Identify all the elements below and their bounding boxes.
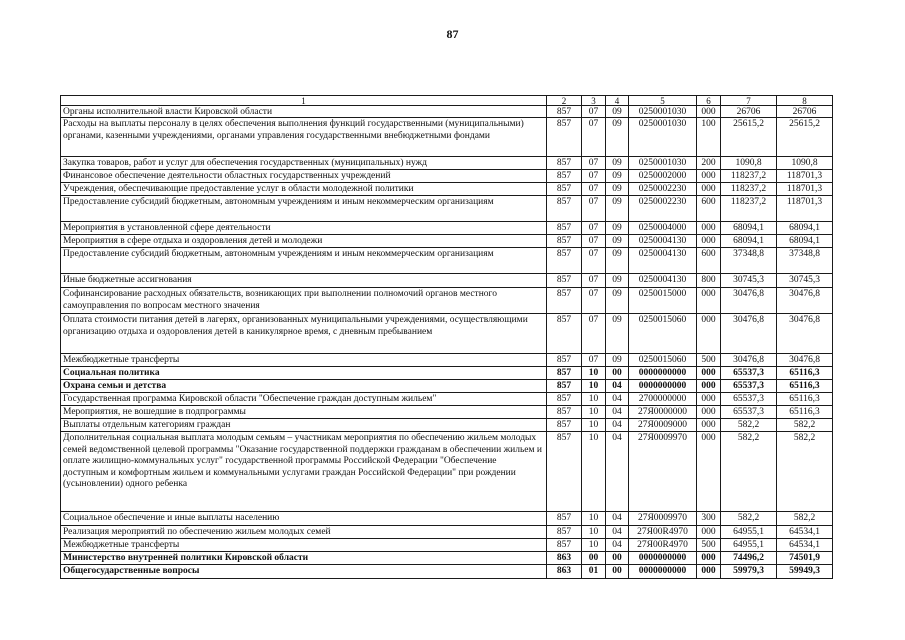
amount-year1-cell: 30745,3 xyxy=(721,274,777,288)
subsection-cell: 04 xyxy=(606,539,629,552)
target-item-cell: 0250015060 xyxy=(629,314,697,354)
gr-code-cell: 857 xyxy=(547,222,582,235)
expense-type-cell: 000 xyxy=(697,170,721,183)
gr-code-cell: 857 xyxy=(547,314,582,354)
amount-year2-cell: 59949,3 xyxy=(777,565,833,579)
amount-year1-cell: 118237,2 xyxy=(721,183,777,196)
subsection-cell: 09 xyxy=(606,235,629,248)
amount-year1-cell: 25615,2 xyxy=(721,118,777,157)
header-cell-3: 3 xyxy=(582,95,606,106)
gr-code-cell: 857 xyxy=(547,157,582,170)
subsection-cell: 04 xyxy=(606,419,629,432)
row-name: Реализация мероприятий по обеспечению жильем молодых семей xyxy=(60,526,547,539)
subsection-cell: 09 xyxy=(606,106,629,118)
gr-code-cell: 857 xyxy=(547,432,582,512)
expense-type-cell: 000 xyxy=(697,106,721,118)
gr-code-cell: 857 xyxy=(547,288,582,314)
subsection-cell: 09 xyxy=(606,183,629,196)
section-cell: 10 xyxy=(582,367,606,380)
amount-year2-cell: 30745,3 xyxy=(777,274,833,288)
amount-year1-cell: 582,2 xyxy=(721,419,777,432)
amount-year1-cell: 68094,1 xyxy=(721,235,777,248)
expense-type-cell: 000 xyxy=(697,419,721,432)
amount-year2-cell: 30476,8 xyxy=(777,288,833,314)
target-item-cell: 0250002230 xyxy=(629,183,697,196)
amount-year1-cell: 64955,1 xyxy=(721,539,777,552)
expense-type-cell: 300 xyxy=(697,512,721,526)
section-cell: 07 xyxy=(582,183,606,196)
header-cell-8: 8 xyxy=(777,95,833,106)
row-name: Государственная программа Кировской области "Обеспечение граждан доступным жильем" xyxy=(60,393,547,406)
target-item-cell: 27Я0009970 xyxy=(629,512,697,526)
amount-year2-cell: 64534,1 xyxy=(777,526,833,539)
amount-year2-cell: 65116,3 xyxy=(777,393,833,406)
amount-year1-cell: 65537,3 xyxy=(721,393,777,406)
expense-type-cell: 000 xyxy=(697,552,721,565)
amount-year1-cell: 64955,1 xyxy=(721,526,777,539)
gr-code-cell: 857 xyxy=(547,367,582,380)
target-item-cell: 0000000000 xyxy=(629,380,697,393)
gr-code-cell: 857 xyxy=(547,526,582,539)
amount-year2-cell: 582,2 xyxy=(777,512,833,526)
expense-type-cell: 000 xyxy=(697,235,721,248)
header-cell-7: 7 xyxy=(721,95,777,106)
target-item-cell: 27Я0000000 xyxy=(629,406,697,419)
amount-year1-cell: 65537,3 xyxy=(721,406,777,419)
target-item-cell: 0250015060 xyxy=(629,354,697,367)
expense-type-cell: 800 xyxy=(697,274,721,288)
section-cell: 07 xyxy=(582,118,606,157)
section-cell: 10 xyxy=(582,526,606,539)
section-cell: 10 xyxy=(582,539,606,552)
section-cell: 07 xyxy=(582,196,606,222)
amount-year1-cell: 118237,2 xyxy=(721,170,777,183)
subsection-cell: 09 xyxy=(606,274,629,288)
row-name: Мероприятия в установленной сфере деятельности xyxy=(60,222,547,235)
amount-year2-cell: 64534,1 xyxy=(777,539,833,552)
section-cell: 07 xyxy=(582,354,606,367)
amount-year2-cell: 30476,8 xyxy=(777,354,833,367)
row-name: Социальное обеспечение и иные выплаты населению xyxy=(60,512,547,526)
gr-code-cell: 857 xyxy=(547,406,582,419)
target-item-cell: 0250001030 xyxy=(629,118,697,157)
amount-year1-cell: 74496,2 xyxy=(721,552,777,565)
amount-year1-cell: 65537,3 xyxy=(721,380,777,393)
expense-type-cell: 000 xyxy=(697,526,721,539)
amount-year1-cell: 68094,1 xyxy=(721,222,777,235)
amount-year2-cell: 582,2 xyxy=(777,419,833,432)
section-cell: 07 xyxy=(582,248,606,274)
section-cell: 10 xyxy=(582,432,606,512)
target-item-cell: 0250004130 xyxy=(629,248,697,274)
target-item-cell: 27Я0009970 xyxy=(629,432,697,512)
amount-year2-cell: 74501,9 xyxy=(777,552,833,565)
expense-type-cell: 500 xyxy=(697,354,721,367)
section-cell: 07 xyxy=(582,288,606,314)
row-name: Иные бюджетные ассигнования xyxy=(60,274,547,288)
target-item-cell: 27Я0009000 xyxy=(629,419,697,432)
subsection-cell: 09 xyxy=(606,288,629,314)
row-name: Мероприятия, не вошедшие в подпрограммы xyxy=(60,406,547,419)
amount-year1-cell: 1090,8 xyxy=(721,157,777,170)
target-item-cell: 0000000000 xyxy=(629,367,697,380)
gr-code-cell: 857 xyxy=(547,183,582,196)
target-item-cell: 0250004130 xyxy=(629,274,697,288)
row-name: Расходы на выплаты персоналу в целях обеспечения выполнения функций государственными (муниципальными) органами, казенными учреждениями, органами управления государственными внебюджетными фондами xyxy=(60,118,547,157)
gr-code-cell: 857 xyxy=(547,539,582,552)
amount-year2-cell: 65116,3 xyxy=(777,380,833,393)
subsection-cell: 09 xyxy=(606,248,629,274)
expense-type-cell: 100 xyxy=(697,118,721,157)
header-cell-5: 5 xyxy=(629,95,697,106)
row-name: Предоставление субсидий бюджетным, автономным учреждениям и иным некоммерческим организациям xyxy=(60,196,547,222)
amount-year1-cell: 582,2 xyxy=(721,432,777,512)
row-name: Органы исполнительной власти Кировской области xyxy=(60,106,547,118)
target-item-cell: 0250002230 xyxy=(629,196,697,222)
section-cell: 10 xyxy=(582,419,606,432)
gr-code-cell: 857 xyxy=(547,419,582,432)
row-name: Социальная политика xyxy=(60,367,547,380)
target-item-cell: 0250002000 xyxy=(629,170,697,183)
section-cell: 01 xyxy=(582,565,606,579)
section-cell: 10 xyxy=(582,512,606,526)
row-name: Выплаты отдельным категориям граждан xyxy=(60,419,547,432)
expense-type-cell: 000 xyxy=(697,314,721,354)
gr-code-cell: 857 xyxy=(547,106,582,118)
expense-type-cell: 000 xyxy=(697,288,721,314)
section-cell: 07 xyxy=(582,157,606,170)
gr-code-cell: 857 xyxy=(547,354,582,367)
amount-year2-cell: 582,2 xyxy=(777,432,833,512)
row-name: Мероприятия в сфере отдыха и оздоровления детей и молодежи xyxy=(60,235,547,248)
target-item-cell: 2700000000 xyxy=(629,393,697,406)
row-name: Финансовое обеспечение деятельности областных государственных учреждений xyxy=(60,170,547,183)
expense-type-cell: 600 xyxy=(697,248,721,274)
amount-year1-cell: 59979,3 xyxy=(721,565,777,579)
target-item-cell: 0250004000 xyxy=(629,222,697,235)
row-name: Оплата стоимости питания детей в лагерях, организованных муниципальными учреждениями, осуществляющими организацию отдыха и оздоровления детей в каникулярное время, с дневным пребыванием xyxy=(60,314,547,354)
amount-year2-cell: 118701,3 xyxy=(777,196,833,222)
subsection-cell: 09 xyxy=(606,196,629,222)
amount-year2-cell: 1090,8 xyxy=(777,157,833,170)
amount-year1-cell: 30476,8 xyxy=(721,288,777,314)
row-name: Межбюджетные трансферты xyxy=(60,354,547,367)
subsection-cell: 09 xyxy=(606,314,629,354)
section-cell: 10 xyxy=(582,380,606,393)
gr-code-cell: 857 xyxy=(547,393,582,406)
section-cell: 07 xyxy=(582,170,606,183)
gr-code-cell: 857 xyxy=(547,248,582,274)
section-cell: 10 xyxy=(582,393,606,406)
section-cell: 10 xyxy=(582,406,606,419)
amount-year2-cell: 68094,1 xyxy=(777,235,833,248)
header-cell-2: 2 xyxy=(547,95,582,106)
section-cell: 07 xyxy=(582,274,606,288)
row-name: Дополнительная социальная выплата молодым семьям – участникам мероприятия по обеспечению жильем молодых семей ведомственной целевой программы "Оказание государственной поддержки гражданам в обеспечении жильем и оплате жилищно-коммунальных услуг" государственной программы Российской Федерации "Обеспечение доступным и комфортным жильем и коммунальными услугами граждан Российской Федерации" при рождении (усыновлении) одного ребенка xyxy=(60,432,547,512)
target-item-cell: 0000000000 xyxy=(629,552,697,565)
gr-code-cell: 857 xyxy=(547,235,582,248)
row-name: Софинансирование расходных обязательств, возникающих при выполнении полномочий органов местного самоуправления по вопросам местного значения xyxy=(60,288,547,314)
gr-code-cell: 857 xyxy=(547,512,582,526)
amount-year1-cell: 582,2 xyxy=(721,512,777,526)
gr-code-cell: 863 xyxy=(547,552,582,565)
expense-type-cell: 000 xyxy=(697,222,721,235)
subsection-cell: 00 xyxy=(606,552,629,565)
amount-year2-cell: 118701,3 xyxy=(777,183,833,196)
subsection-cell: 00 xyxy=(606,565,629,579)
amount-year2-cell: 68094,1 xyxy=(777,222,833,235)
amount-year2-cell: 65116,3 xyxy=(777,406,833,419)
subsection-cell: 09 xyxy=(606,170,629,183)
header-cell-4: 4 xyxy=(606,95,629,106)
target-item-cell: 0250015000 xyxy=(629,288,697,314)
expense-type-cell: 000 xyxy=(697,380,721,393)
header-cell-1: 1 xyxy=(60,95,547,106)
header-cell-6: 6 xyxy=(697,95,721,106)
subsection-cell: 09 xyxy=(606,118,629,157)
subsection-cell: 04 xyxy=(606,512,629,526)
row-name: Министерство внутренней политики Кировской области xyxy=(60,552,547,565)
subsection-cell: 04 xyxy=(606,406,629,419)
row-name: Учреждения, обеспечивающие предоставление услуг в области молодежной политики xyxy=(60,183,547,196)
subsection-cell: 00 xyxy=(606,367,629,380)
row-name: Закупка товаров, работ и услуг для обеспечения государственных (муниципальных) нужд xyxy=(60,157,547,170)
subsection-cell: 04 xyxy=(606,380,629,393)
amount-year2-cell: 37348,8 xyxy=(777,248,833,274)
gr-code-cell: 863 xyxy=(547,565,582,579)
amount-year2-cell: 30476,8 xyxy=(777,314,833,354)
page-number: 87 xyxy=(446,27,459,41)
section-cell: 00 xyxy=(582,552,606,565)
target-item-cell: 0250004130 xyxy=(629,235,697,248)
row-name: Охрана семьи и детства xyxy=(60,380,547,393)
section-cell: 07 xyxy=(582,314,606,354)
gr-code-cell: 857 xyxy=(547,118,582,157)
gr-code-cell: 857 xyxy=(547,170,582,183)
expense-type-cell: 000 xyxy=(697,565,721,579)
expense-type-cell: 000 xyxy=(697,367,721,380)
expense-type-cell: 200 xyxy=(697,157,721,170)
amount-year1-cell: 30476,8 xyxy=(721,314,777,354)
amount-year2-cell: 65116,3 xyxy=(777,367,833,380)
section-cell: 07 xyxy=(582,222,606,235)
subsection-cell: 09 xyxy=(606,222,629,235)
target-item-cell: 27Я00R4970 xyxy=(629,526,697,539)
gr-code-cell: 857 xyxy=(547,274,582,288)
target-item-cell: 27Я00R4970 xyxy=(629,539,697,552)
subsection-cell: 09 xyxy=(606,157,629,170)
expense-type-cell: 500 xyxy=(697,539,721,552)
row-name: Предоставление субсидий бюджетным, автономным учреждениям и иным некоммерческим организациям xyxy=(60,248,547,274)
amount-year2-cell: 118701,3 xyxy=(777,170,833,183)
amount-year1-cell: 26706 xyxy=(721,106,777,118)
subsection-cell: 04 xyxy=(606,432,629,512)
target-item-cell: 0250001030 xyxy=(629,106,697,118)
subsection-cell: 04 xyxy=(606,526,629,539)
expense-type-cell: 000 xyxy=(697,406,721,419)
section-cell: 07 xyxy=(582,235,606,248)
amount-year1-cell: 65537,3 xyxy=(721,367,777,380)
expense-type-cell: 600 xyxy=(697,196,721,222)
target-item-cell: 0250001030 xyxy=(629,157,697,170)
amount-year2-cell: 25615,2 xyxy=(777,118,833,157)
amount-year1-cell: 118237,2 xyxy=(721,196,777,222)
subsection-cell: 09 xyxy=(606,354,629,367)
row-name: Общегосударственные вопросы xyxy=(60,565,547,579)
expense-type-cell: 000 xyxy=(697,183,721,196)
gr-code-cell: 857 xyxy=(547,380,582,393)
expense-type-cell: 000 xyxy=(697,432,721,512)
amount-year1-cell: 30476,8 xyxy=(721,354,777,367)
expense-type-cell: 000 xyxy=(697,393,721,406)
target-item-cell: 0000000000 xyxy=(629,565,697,579)
amount-year1-cell: 37348,8 xyxy=(721,248,777,274)
gr-code-cell: 857 xyxy=(547,196,582,222)
section-cell: 07 xyxy=(582,106,606,118)
subsection-cell: 04 xyxy=(606,393,629,406)
amount-year2-cell: 26706 xyxy=(777,106,833,118)
row-name: Межбюджетные трансферты xyxy=(60,539,547,552)
